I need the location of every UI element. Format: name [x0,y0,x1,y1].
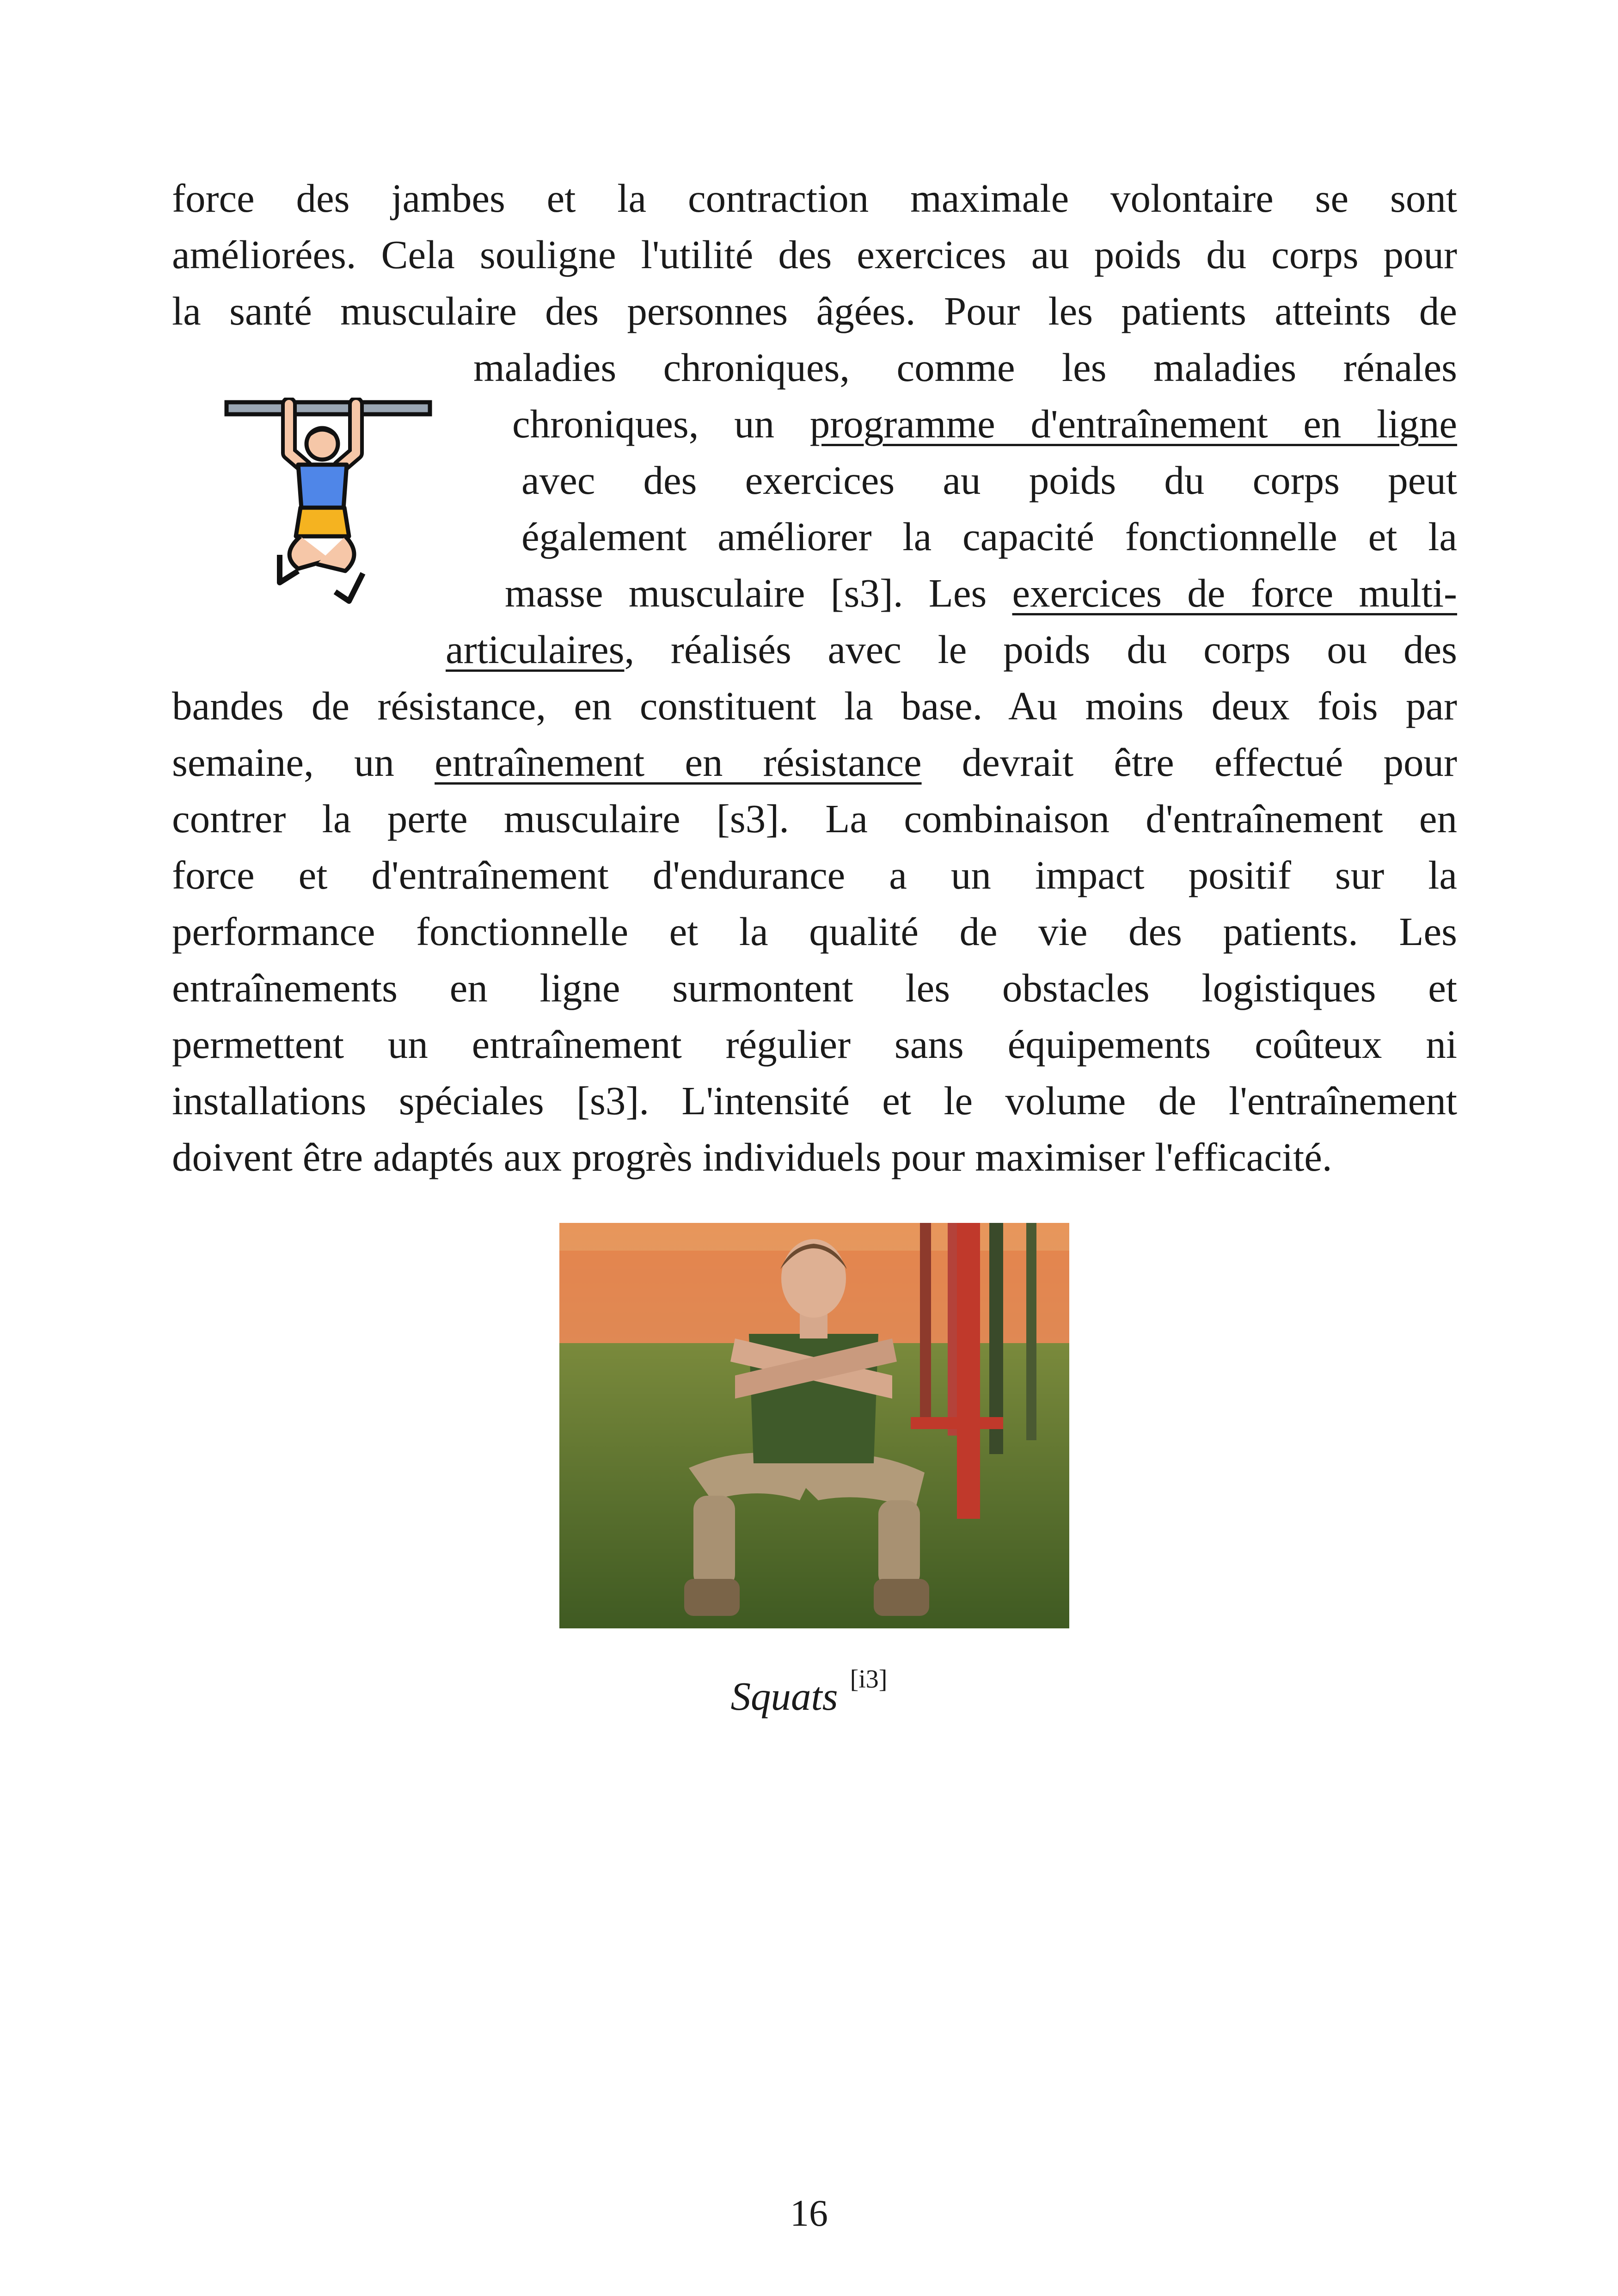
paragraph-line: avec des exercices au poids du corps peut [521,458,1457,503]
paragraph-line [505,565,1457,621]
paragraph-line: performance fonctionnelle et la qualité de vie des patients. Les [172,909,1457,954]
link-online-program[interactable]: programme d'entraînement en ligne [809,401,1457,446]
paragraph-line [446,621,1457,678]
page-number: 16 [790,2192,828,2234]
link-multi-joint-exercises-cont[interactable]: articulaires [446,627,625,672]
figure-caption [555,1664,1063,1719]
squat-photo [559,1223,1069,1628]
paragraph-line: bandes de résistance, en constituent la base. Au moins deux fois par [172,683,1457,728]
link-resistance-training[interactable]: entraînement en résistance [435,740,922,785]
pull-up-person-icon [224,398,432,610]
paragraph-line: permettent un entraînement régulier sans équipements coûteux ni [172,1022,1457,1067]
paragraph-line: contrer la perte musculaire [s3]. La combinaison d'entraînement en [172,796,1457,841]
paragraph-text: , réalisés avec le poids du corps ou des [624,627,1457,672]
paragraph-line [512,396,1457,452]
caption-reference: [i3] [850,1665,888,1694]
paragraph-line [172,734,1457,791]
paragraph-text: chroniques, un [512,401,810,446]
paragraph-text: semaine, un [172,740,435,785]
paragraph-line: la santé musculaire des personnes âgées. Pour les patients atteints de [172,289,1457,333]
paragraph-line: entraînements en ligne surmontent les obstacles logistiques et [172,965,1457,1010]
paragraph-line: force et d'entraînement d'endurance a un impact positif sur la [172,853,1457,897]
paragraph-text: masse musculaire [s3]. Les [505,571,1012,615]
caption-text: Squats [730,1674,838,1719]
paragraph-line: force des jambes et la contraction maximale volontaire se sont [172,176,1457,221]
paragraph-line: doivent être adaptés aux progrès individuels pour maximiser l'efficacité. [172,1135,1332,1179]
link-multi-joint-exercises[interactable]: exercices de force multi- [1012,571,1457,615]
paragraph-line: améliorées. Cela souligne l'utilité des exercices au poids du corps pour [172,232,1457,277]
paragraph-line: maladies chroniques, comme les maladies rénales [473,345,1457,390]
paragraph-line: également améliorer la capacité fonctionnelle et la [521,514,1457,559]
paragraph-text: devrait être effectué pour [921,740,1458,785]
paragraph-line: installations spéciales [s3]. L'intensité et le volume de l'entraînement [172,1078,1457,1123]
